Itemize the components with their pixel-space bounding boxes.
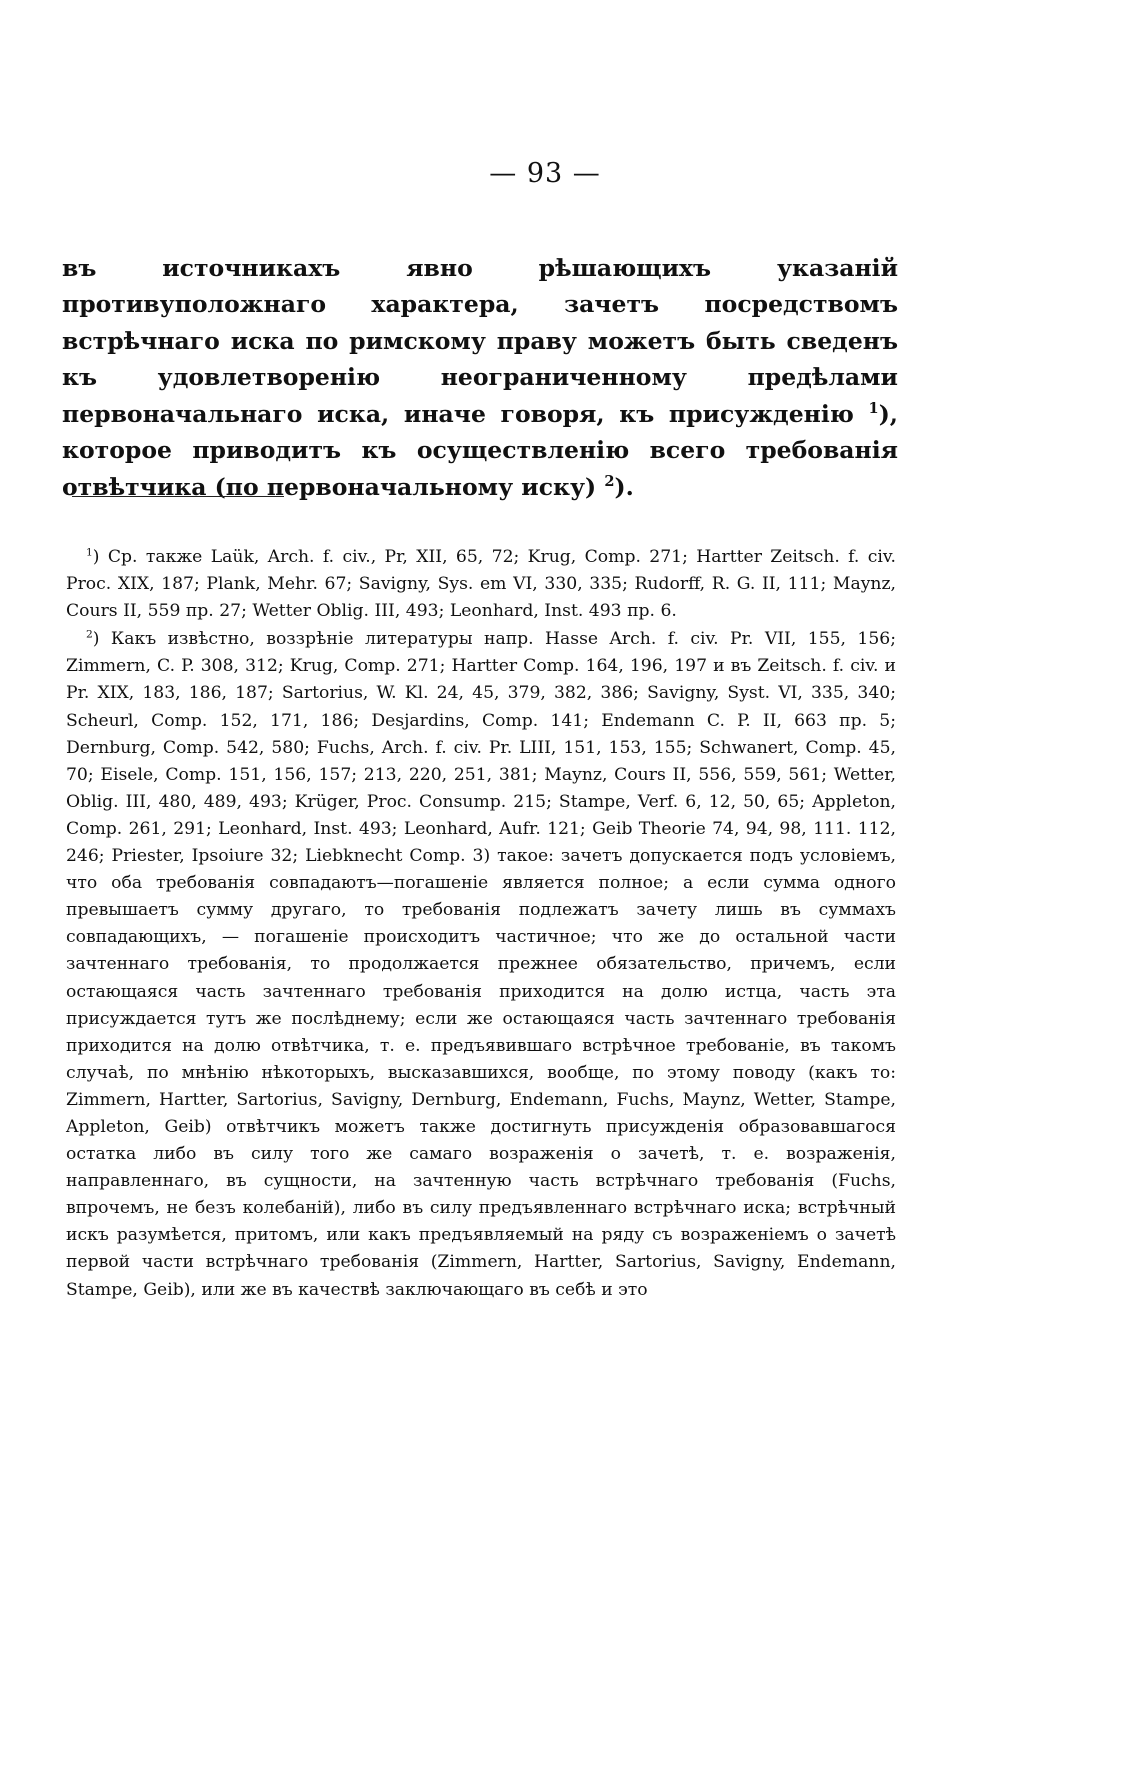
- page-number: — 93 —: [489, 158, 601, 189]
- footnote-reference[interactable]: 1: [868, 399, 879, 417]
- footnote: [66, 626, 896, 1303]
- main-text-part: въ источникахъ явно рѣшающихъ указаній противуположнаго характера, зачетъ посредствомъ встрѣчнаго иска по римскому праву можетъ быть сведенъ къ удовлетворенію неограниченному предѣлами первоначальнаго иска, иначе говоря, къ присужденію: [62, 253, 898, 428]
- main-paragraph: [62, 250, 898, 506]
- footnote-reference[interactable]: 2: [604, 472, 615, 490]
- main-text-part: ), которое приводитъ къ осуществленію всего требованія отвѣтчика (по первоначальному иску): [62, 399, 898, 501]
- footnote-text: ) Какъ извѣстно, воззрѣніе литературы напр. Hasse Arch. f. civ. Pr. VII, 155, 156; Zimmern, C. P. 308, 312; Krug, Comp. 271; Hartter Comp. 164, 196, 197 и въ Zeitsch. f. civ. и Pr. XIX, 183, 186, 187; Sartorius, W. Kl. 24, 45, 379, 382, 386; Savigny, Syst. VI, 335, 340; Scheurl, Comp. 152, 171, 186; Desjardins, Comp. 141; Endemann C. P. II, 663 пр. 5; Dernburg, Comp. 542, 580; Fuchs, Arch. f. civ. Pr. LIII, 151, 153, 155; Schwanert, Comp. 45, 70; Eisele, Comp. 151, 156, 157; 213, 220, 251, 381; Maynz, Cours II, 556, 559, 561; Wetter, Oblig. III, 480, 489, 493; Krüger, Proc. Consump. 215; Stampe, Verf. 6, 12, 50, 65; Appleton, Comp. 261, 291; Leonhard, Inst. 493; Leonhard, Aufr. 121; Geib Theorie 74, 94, 98, 111. 112, 246; Priester, Ipsoiure 32; Liebknecht Comp. 3) такое: зачетъ допускается подъ условіемъ, что оба требованія совпадаютъ—погашеніе является полное; а если сумма одного превышаетъ сумму другаго, то требованія подлежатъ зачету лишь въ суммахъ совпадающихъ, — погашеніе происходитъ частичное; что же до остальной части зачтеннаго требованія, то продолжается прежнее обязательство, причемъ, если остающаяся часть зачтеннаго требованія приходится на долю истца, часть эта присуждается тутъ же послѣднему; если же остающаяся часть зачтеннаго требованія приходится на долю отвѣтчика, т. е. предъявившаго встрѣчное требованіе, въ такомъ случаѣ, по мнѣнію нѣкоторыхъ, высказавшихся, вообще, по этому поводу (какъ то: Zimmern, Hartter, Sartorius, Savigny, Dernburg, Endemann, Fuchs, Maynz, Wetter, Stampe, Appleton, Geib) отвѣтчикъ можетъ также достигнуть присужденія образовавшагося остатка либо въ силу того же самаго возраженія о зачетѣ, т. е. возраженія, направленнаго, въ сущности, на зачтенную часть встрѣчнаго требованія (Fuchs, впрочемъ, не безъ колебаній), либо въ силу предъявленнаго встрѣчнаго иска; встрѣчный искъ разумѣется, притомъ, или какъ предъявляемый на ряду съ возраженіемъ о зачетѣ первой части встрѣчнаго требованія (Zimmern, Hartter, Sartorius, Savigny, Endemann, Stampe, Geib), или же въ качествѣ заключающаго въ себѣ и это: [66, 629, 896, 1300]
- footnote-marker: 2: [86, 627, 93, 641]
- footnote-text: ) Ср. также Laük, Arch. f. civ., Pr, XII, 65, 72; Krug, Comp. 271; Hartter Zeitsch. f. civ. Proc. XIX, 187; Plank, Mehr. 67; Savigny, Sys. em VI, 330, 335; Rudorff, R. G. II, 111; Maynz, Cours II, 559 пр. 27; Wetter Oblig. III, 493; Leonhard, Inst. 493 пр. 6.: [66, 547, 896, 622]
- footnote-marker: 1: [86, 545, 93, 559]
- footnote-separator: [72, 496, 284, 497]
- main-text-part: ).: [614, 472, 634, 501]
- footnotes: [66, 544, 896, 1304]
- footnote: [66, 544, 896, 625]
